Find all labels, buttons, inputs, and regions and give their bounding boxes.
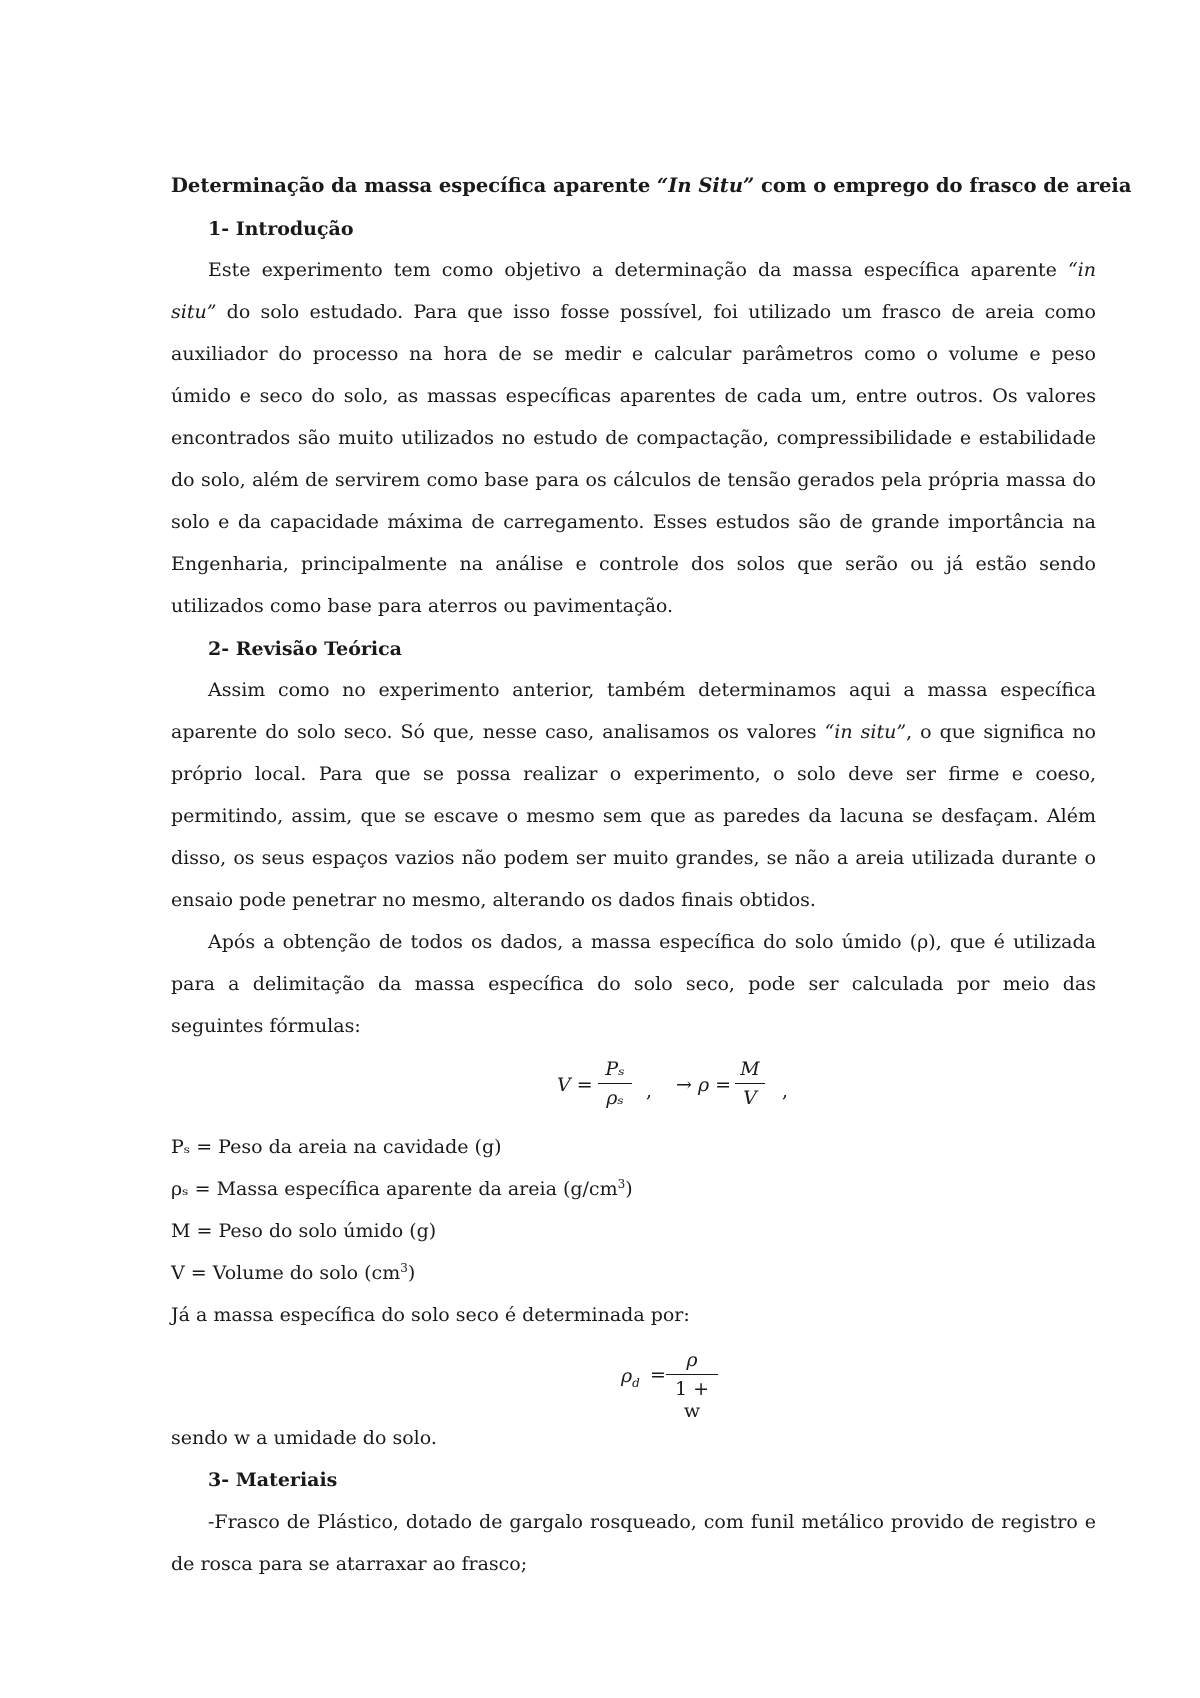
- formula-rho-equals: → ρ =: [676, 1074, 732, 1096]
- intro-line-2: [171, 303, 1096, 322]
- formula-rho-d: [621, 1365, 640, 1390]
- review-line-5: disso, os seus espaços vazios não podem ser muito grandes, se não a areia utilizada durante o: [171, 847, 1096, 869]
- intro-text: do solo estudado. Para que isso fosse possível, foi utilizado um frasco de areia como: [216, 301, 1096, 323]
- definition-text: ): [407, 1262, 416, 1284]
- fraction-denominator: ρₛ: [606, 1087, 624, 1109]
- review-italic: “in situ”: [824, 721, 907, 743]
- superscript: 3: [617, 1177, 626, 1191]
- review-line-6: ensaio pode penetrar no mesmo, alterando os dados finais obtidos.: [171, 889, 816, 911]
- fraction-numerator: Pₛ: [605, 1058, 625, 1080]
- intro-line-3: auxiliador do processo na hora de se medir e calcular parâmetros como o volume e peso: [171, 343, 1096, 365]
- review-line-1: Assim como no experimento anterior, também determinamos aqui a massa específica: [208, 679, 1096, 701]
- formula-symbol: ρ: [621, 1365, 633, 1387]
- fraction-denominator: 1 + w: [674, 1378, 710, 1422]
- review-p2-line-2: para a delimitação da massa específica do solo seco, pode ser calculada por meio das: [171, 973, 1096, 995]
- title-italic: “In Situ”: [657, 174, 755, 197]
- definition-rhos: [171, 1177, 633, 1200]
- section-heading-revisao: 2- Revisão Teórica: [208, 638, 402, 660]
- fraction-m-over-v: [735, 1058, 765, 1109]
- title-text-end: com o emprego do frasco de areia: [754, 174, 1132, 197]
- document-title: [171, 176, 1131, 196]
- review-text: , o que significa no: [906, 721, 1096, 743]
- moisture-note: sendo w a umidade do solo.: [171, 1427, 437, 1449]
- intro-italic: “in: [1067, 259, 1096, 281]
- fraction-ps-over-rhos: [598, 1058, 632, 1109]
- fraction-bar: [666, 1374, 718, 1375]
- formula-comma: ,: [646, 1080, 653, 1102]
- section-heading-materiais: 3- Materiais: [208, 1469, 338, 1491]
- fraction-bar: [598, 1083, 632, 1084]
- fraction-rho-over-1w: [666, 1349, 718, 1422]
- review-p2-line-3: seguintes fórmulas:: [171, 1015, 361, 1037]
- intro-line-8: Engenharia, principalmente na análise e controle dos solos que serão ou já estão sendo: [171, 553, 1096, 575]
- materials-line-1: -Frasco de Plástico, dotado de gargalo rosqueado, com funil metálico provido de registro e: [208, 1511, 1096, 1533]
- definition-ps: Pₛ = Peso da areia na cavidade (g): [171, 1136, 502, 1158]
- review-line-2: [171, 723, 1096, 742]
- fraction-denominator: V: [743, 1087, 757, 1109]
- title-text: Determinação da massa específica aparente: [171, 174, 658, 197]
- definition-text: ρₛ = Massa específica aparente da areia (g/cm: [171, 1178, 618, 1200]
- intro-line-9: utilizados como base para aterros ou pavimentação.: [171, 595, 674, 617]
- review-line-4: permitindo, assim, que se escave o mesmo sem que as paredes da lacuna se desfaçam. Além: [171, 805, 1096, 827]
- review-line-3: próprio local. Para que se possa realizar o experimento, o solo deve ser firme e coeso,: [171, 763, 1096, 785]
- fraction-numerator: ρ: [686, 1349, 698, 1371]
- intro-line-1: [208, 261, 1096, 280]
- fraction-bar: [735, 1083, 765, 1084]
- intro-line-7: solo e da capacidade máxima de carregamento. Esses estudos são de grande importância na: [171, 511, 1096, 533]
- formula-equals: =: [650, 1364, 666, 1386]
- superscript: 3: [400, 1261, 408, 1275]
- materials-line-2: de rosca para se atarraxar ao frasco;: [171, 1553, 528, 1575]
- intro-line-6: do solo, além de servirem como base para os cálculos de tensão gerados pela própria massa do: [171, 469, 1096, 491]
- review-p2-line-1: Após a obtenção de todos os dados, a massa específica do solo úmido (ρ), que é utilizada: [208, 931, 1096, 953]
- section-heading-introducao: 1- Introdução: [208, 218, 354, 240]
- formula-lhs: V =: [557, 1074, 593, 1096]
- review-text: aparente do solo seco. Só que, nesse caso, analisamos os valores: [171, 721, 825, 743]
- intro-text: Este experimento tem como objetivo a determinação da massa específica aparente: [208, 259, 1057, 281]
- dry-density-intro: Já a massa específica do solo seco é determinada por:: [171, 1304, 690, 1326]
- definition-v: [171, 1261, 416, 1284]
- intro-line-4: úmido e seco do solo, as massas específicas aparentes de cada um, entre outros. Os valores: [171, 385, 1096, 407]
- formula-subscript: d: [632, 1376, 640, 1390]
- intro-italic: situ”: [171, 301, 217, 323]
- definition-m: M = Peso do solo úmido (g): [171, 1220, 437, 1242]
- definition-text: ): [625, 1178, 633, 1200]
- formula-comma: ,: [782, 1080, 789, 1102]
- intro-line-5: encontrados são muito utilizados no estudo de compactação, compressibilidade e estabilidade: [171, 427, 1096, 449]
- fraction-numerator: M: [740, 1058, 760, 1080]
- definition-text: V = Volume do solo (cm: [171, 1262, 401, 1284]
